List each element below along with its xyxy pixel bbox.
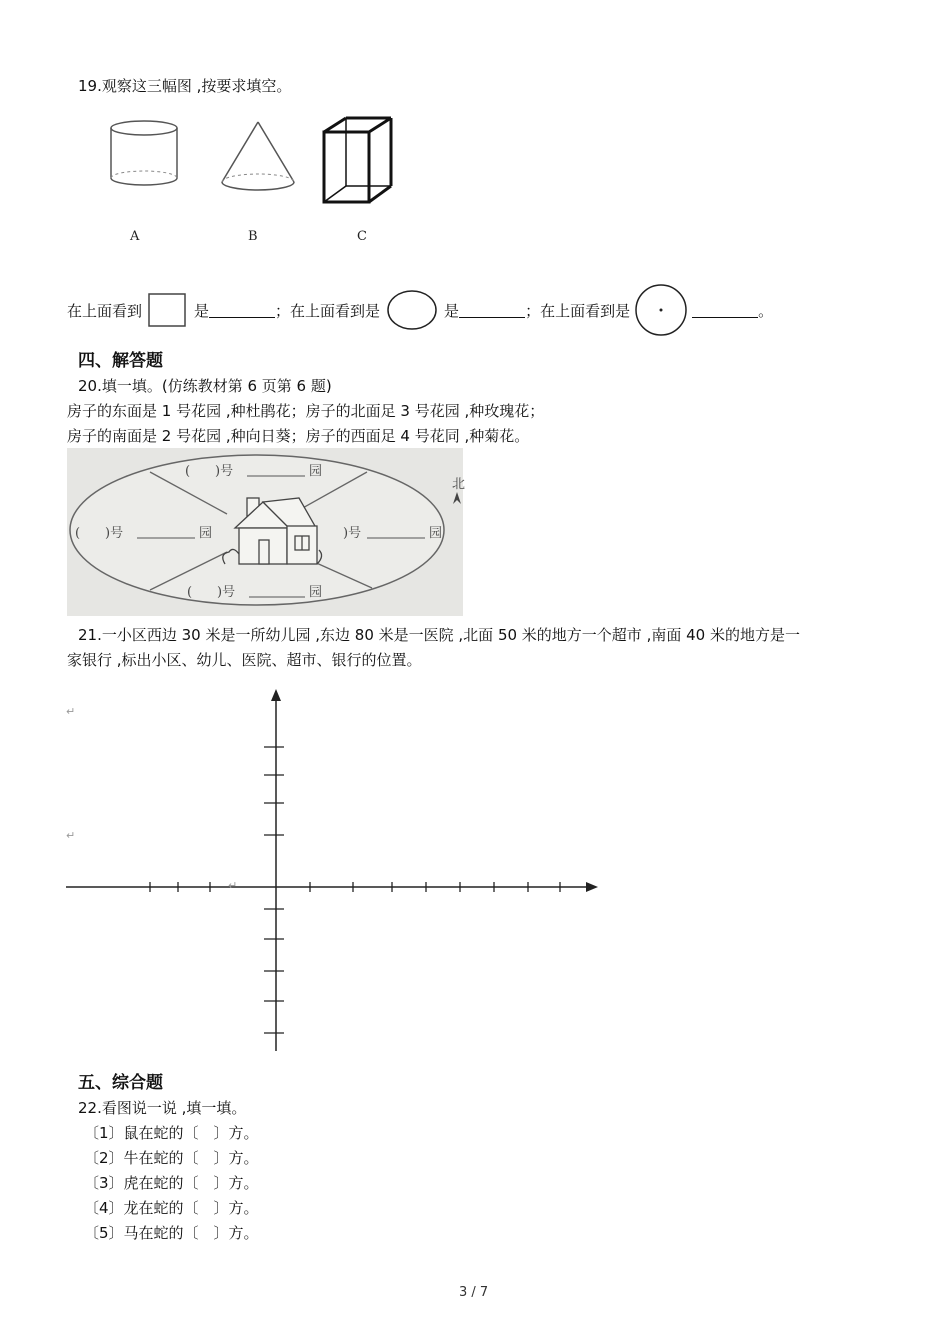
left-slot-close: )号 — [105, 526, 124, 541]
q22-item-2: 〔2〕牛在蛇的〔 〕方。 — [84, 1149, 259, 1167]
label-b: B — [248, 229, 258, 244]
garden-diagram — [67, 448, 466, 616]
cone-figure — [222, 122, 294, 190]
circle-dot-view-icon — [632, 283, 690, 337]
page-number: 3 / 7 — [459, 1285, 489, 1300]
y-axis-arrow-icon — [271, 689, 281, 701]
fill-is-2: 是 — [444, 301, 460, 320]
left-garden-char: 园 — [199, 526, 213, 541]
return-mark-1: ↵ — [66, 705, 76, 718]
top-garden-char: 园 — [309, 464, 323, 479]
answer-blank-3[interactable] — [692, 303, 758, 318]
bottom-garden-char: 园 — [309, 585, 323, 600]
answer-blank-1[interactable] — [209, 303, 275, 318]
fill-text-1: 在上面看到 — [67, 301, 143, 320]
q19-title: 19.观察这三幅图 ,按要求填空。 — [78, 77, 292, 95]
section-4-title: 四、解答题 — [78, 351, 163, 371]
return-mark-2: ↵ — [66, 829, 76, 842]
return-mark-3: ↵ — [228, 879, 238, 892]
top-slot-close: )号 — [215, 464, 234, 479]
q22-item-5: 〔5〕马在蛇的〔 〕方。 — [84, 1224, 259, 1242]
circle-view-icon — [384, 288, 440, 332]
label-c: C — [357, 229, 367, 244]
right-slot-close: )号 — [343, 526, 362, 541]
q20-title: 20.填一填。(仿练教材第 6 页第 6 题) — [78, 377, 332, 395]
bottom-slot-close: )号 — [217, 585, 236, 600]
answer-blank-2[interactable] — [459, 303, 525, 318]
q22-title: 22.看图说一说 ,填一填。 — [78, 1099, 247, 1117]
q22-item-3: 〔3〕虎在蛇的〔 〕方。 — [84, 1174, 259, 1192]
q21-line-1: 21.一小区西边 30 米是一所幼儿园 ,东边 80 米是一医院 ,北面 50 米的地方一个超市 ,南面 40 米的地方是一 — [78, 626, 800, 644]
bottom-slot-open: ( — [187, 585, 193, 600]
q21-line-2: 家银行 ,标出小区、幼儿、医院、超市、银行的位置。 — [67, 651, 422, 669]
q20-line-2: 房子的南面是 2 号花园 ,种向日葵；房子的西面足 4 号花同 ,种菊花。 — [67, 427, 530, 445]
fill-end: 。 — [758, 301, 774, 320]
y-ticks — [264, 747, 284, 1033]
q20-line-1: 房子的东面是 1 号花园 ,种杜鹃花；房子的北面足 3 号花园 ,种玫瑰花； — [67, 402, 545, 420]
fill-is-1: 是 — [194, 301, 210, 320]
q19-solids-figure — [100, 112, 420, 252]
coordinate-axes — [60, 685, 605, 1057]
label-a: A — [130, 229, 140, 244]
cuboid-figure — [324, 118, 391, 202]
right-garden-char: 园 — [429, 526, 443, 541]
fill-text-2: ；在上面看到是 — [275, 301, 381, 320]
cylinder-figure — [111, 121, 177, 185]
square-view-icon — [146, 290, 190, 330]
fill-text-3: ；在上面看到是 — [525, 301, 631, 320]
q22-item-1: 〔1〕鼠在蛇的〔 〕方。 — [84, 1124, 259, 1142]
q22-item-4: 〔4〕龙在蛇的〔 〕方。 — [84, 1199, 259, 1217]
x-axis-arrow-icon — [586, 882, 598, 892]
left-slot-open: ( — [75, 526, 81, 541]
section-5-title: 五、综合题 — [78, 1073, 163, 1093]
north-label: 北 — [452, 477, 466, 492]
top-slot-open: ( — [185, 464, 191, 479]
q19-fill-line — [67, 282, 773, 338]
